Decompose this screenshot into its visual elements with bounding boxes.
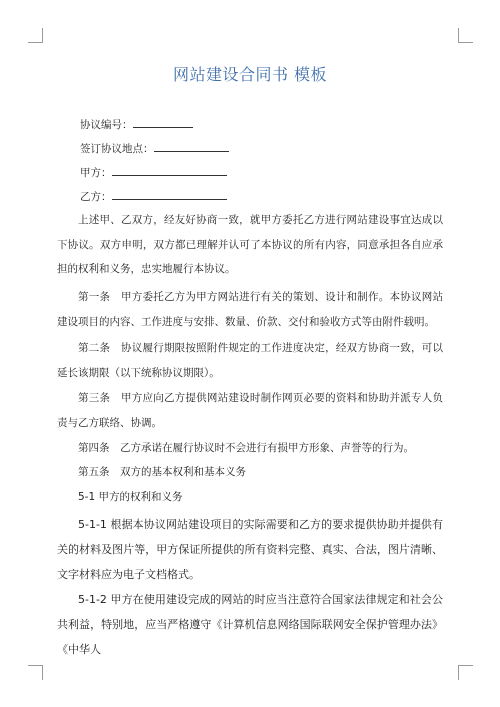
agreement-number-field bbox=[80, 116, 193, 132]
article-3-paragraph: 第三条 甲方应向乙方提供网站建设时制作网页必要的资料和协助并派专人负责与乙方联络、协调。 bbox=[57, 392, 443, 429]
section-5-1-heading: 5-1 甲方的权利和义务 bbox=[78, 491, 183, 503]
crop-mark-top-left bbox=[28, 28, 43, 43]
article-4-paragraph: 第四条 乙方承诺在履行协议时不会进行有损甲方形象、声誉等的行为。 bbox=[78, 442, 414, 454]
party-b-field bbox=[80, 188, 227, 204]
clause-5-1-2-paragraph: 5-1-2 甲方在使用建设完成的网站的时应当注意符合国家法律规定和社会公共利益，特别地，应当严格遵守《计算机信息网络国际联网安全保护管理办法》《中华人 bbox=[57, 593, 443, 656]
fill-in-blank[interactable] bbox=[112, 164, 227, 176]
field-label: 甲方： bbox=[80, 167, 112, 179]
crop-mark-top-right bbox=[458, 28, 473, 43]
crop-mark-bottom-right bbox=[458, 665, 473, 680]
fill-in-blank[interactable] bbox=[154, 140, 229, 152]
fill-in-blank[interactable] bbox=[112, 188, 227, 200]
article-2-paragraph: 第二条 协议履行期限按照附件规定的工作进度决定，经双方协商一致，可以延长该期限（以下统称协议期限）。 bbox=[57, 342, 443, 379]
crop-mark-bottom-left bbox=[28, 665, 43, 680]
party-a-field bbox=[80, 164, 227, 180]
document-title: 网站建设合同书 模板 bbox=[172, 65, 328, 84]
article-5-heading: 第五条 双方的基本权利和基本义务 bbox=[78, 466, 246, 478]
clause-5-1-1-paragraph: 5-1-1 根据本协议网站建设项目的实际需要和乙方的要求提供协助并提供有关的材料及图片等，甲方保证所提供的所有资料完整、真实、合法，图片清晰、文字材料应为电子文档格式。 bbox=[57, 518, 443, 581]
signing-location-field bbox=[80, 140, 229, 156]
fill-in-blank[interactable] bbox=[133, 116, 193, 128]
field-label: 签订协议地点： bbox=[80, 143, 154, 155]
article-1-paragraph: 第一条 甲方委托乙方为甲方网站进行有关的策划、设计和制作。本协议网站建设项目的内容、工作进度与安排、数量、价款、交付和验收方式等由附件载明。 bbox=[57, 291, 443, 328]
preamble-paragraph: 上述甲、乙双方，经友好协商一致，就甲方委托乙方进行网站建设事宜达成以下协议。双方申明，双方都已理解并认可了本协议的所有内容，同意承担各自应承担的权利和义务，忠实地履行本协议。 bbox=[57, 214, 443, 275]
field-label: 协议编号： bbox=[80, 119, 133, 131]
field-label: 乙方： bbox=[80, 191, 112, 203]
